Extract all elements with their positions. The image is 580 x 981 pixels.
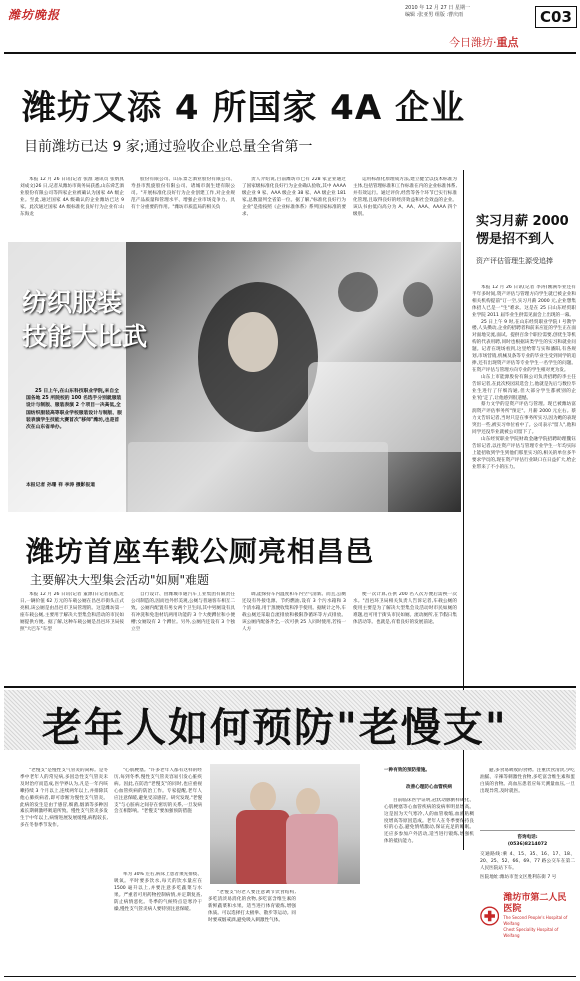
story3-col3: "老慢支"的老人要注意调节饮食结构,多吃清淡易消化的食物,多吃富含维生素的新鲜蔬菜和水果。适当进行体育锻炼,增强体质。可以选择打太极拳、散步等运动。同时要戒烟戒酒,避免吸入刺激性气体。 bbox=[208, 890, 296, 923]
phone-number: (0536)8214072 bbox=[507, 841, 548, 847]
section-label: 今日潍坊·重点 bbox=[449, 36, 519, 49]
story2-subhead: 主要解决大型集会活动"如厕"难题 bbox=[30, 573, 210, 587]
story3-headline: 老年人如何预防"老慢支" bbox=[42, 705, 508, 751]
news-photo bbox=[8, 242, 461, 512]
sidebar-para: 山东上市能源股份有限公司负责招聘的李主任告诉记者,在此次校园双选会上,他就是先后与数位毕业生进行了仔细沟通,但大部分学生都被别的企业'抢'走了,让他感到很遗憾。 bbox=[472, 374, 576, 401]
date-line: 2010 年 12 月 27 日 星期一 bbox=[405, 5, 470, 11]
photo-caption: 25 日上午,在山东科技职业学院,来自全国各地 25 所院校的 100 名选手分别就服装设计与制版、服装表演 2 个项目一决高低,全国纺织服装高等职业学校服装设计与制版、服装表演学生技能大赛首次"移师"潍坊,也是首次在山东省举办。 bbox=[26, 389, 122, 431]
hospital-name-en: The Second People's Hospital of Weifang bbox=[503, 915, 568, 927]
consult-label: 咨询电话: bbox=[517, 835, 538, 840]
story2-col3: 调,能保持车内温度和车内空气清新。而且,公厕还设有外接电源、节约燃油,设有 3 个污水箱和 3 个清水箱,用于蒸便收集和净手使用。据统计之外,车载公厕还采取自流排放和极限净循环等方式排放。该公厕内配备齐全,一次可供 25 人同时使用,若按一人方 bbox=[242, 592, 346, 632]
story1-col4: 运用标准化原理成方法,建立健全以技术标准为主体,包括管理标准和工作标准在内的企业标准体系,并有效运行。通过评价,经营等各个环节已实行标准化管理,且取得良好的经济效益和社会效益的企业。该认书由低向高分为 A、AA、AAA、AAAA 四个级别。 bbox=[353, 177, 457, 217]
col4-subhead: 改善心理防心血管疾病 bbox=[406, 784, 452, 790]
photo-title bbox=[22, 286, 147, 354]
story1-headline: 潍坊又添 4 所国家 4A 企业 bbox=[22, 88, 465, 128]
photo-credit: 本报记者 孙珊 祥 李涛 摄影报道 bbox=[26, 483, 96, 488]
story3-col2b: 率为 30% 左右,病床上患者须先排痰、吸氧。平时要多饮水,每天的饮水量应在 1500 毫升以上,并要注意多吃蔬菜与水果。严重者可用药物控制病情,并定期复查,防止病情恶化。冬季的气候特点是寒冷干燥,慢性支气管炎病人要特别注意保暖。 bbox=[114, 872, 202, 912]
masthead-meta bbox=[405, 5, 470, 19]
sidebar-para: 蔡力文学的是资产评估与管理。现已被潍坊富润资产评估事务所"预定"。月薪 2000 元左右。蔡力文告诉记者,当时只是在事务所实习,因为她的表现突出一些,被实习单位看中了。公司表示"留人",他和同学还没毕业就被公司留下了。 bbox=[472, 402, 576, 436]
bus-line: 交通路线:乘 4、15、35、16、17、18、20、25、52、66、69、77 路公交车在第二人民医院站下车。 bbox=[480, 851, 575, 871]
sidebar-headline-line1: 实习月薪 2000 bbox=[476, 214, 569, 229]
hospital-tag: Chest Speciality Hospital of Weifang bbox=[503, 927, 559, 939]
story1-col3: 责人介绍说,目前潍坊市已有 228 家企业通过了国家级标准化良好行为企业确认验收,其中 AAAA 级企业 9 家、AAA 级企业 38 家、AA 级企业 181 家,总数量列全省第一位。据了解,"标准化良好行为企业"是指按照《企业标准体系》系列国家标准的要求, bbox=[242, 177, 346, 217]
editor-line: 编辑 :张亚男 组版 :曹庆雨 bbox=[405, 12, 464, 18]
sidebar-para: 山东经贸职业学院财政金融学院招聘助理魏钰告诉记者,以往资产评估与管理专业学生一年均实际上能招收到学生到他们那里实习的,相关的单位多半要求学员的,现在资产评估行业缺口在日益扩大,给企业带来了不小的压力。 bbox=[472, 436, 576, 470]
sidebar-headline-line2: 愣是招不到人 bbox=[476, 232, 555, 247]
section-tag: 重点 bbox=[496, 36, 519, 49]
story3-col4 bbox=[384, 768, 474, 948]
section-name: 今日潍坊 bbox=[449, 36, 493, 49]
story2-col4: 便一次计算,在供 200 名人次方便后需换一次水。"昌邑环卫局相关负责人告诉记者,车载公厕的使用主要是为了解决大型集会及活动时市民如厕的难题,也可用于街头市民如厕。流动厕所,在节假日集体活动等。也就是,有着良好的发展前途。 bbox=[353, 592, 457, 625]
sidebar-subhead: 资产评估管理生源受追捧 bbox=[476, 257, 553, 265]
bottom-rule bbox=[4, 976, 576, 977]
page-number: C03 bbox=[535, 6, 577, 28]
newspaper-logo: 潍坊晚报 bbox=[8, 8, 61, 22]
hospital-logo-block bbox=[480, 893, 575, 939]
col4-text: 目前临床医学证明,冠状动脉粥样硬化、心肌梗塞等心血管疾病的发病率明显增高。这是因为天气寒冷,人的血管收缩,血液粘稠度增高等原因造成。老年人在冬季要保持良好的心态,避免情绪激动,保证充足的睡眠。还应多参加户外活动,适当进行锻炼,增强机体的抵抗能力。 bbox=[384, 797, 474, 845]
story2-col1: 本报 12 月 26 日讯(记者 董源)日记者获悉,近日,一辆价值 62 万元的车载公厕在昌邑市街头正式亮相,该公厕是由昌邑市卫局管理的。这是潍坊第一座车载公厕,主要用于解决大型集会和活动的市民如厕提供方便。据了解,这种车载公厕是昌邑环卫局按照"大巴车"车型 bbox=[20, 592, 124, 632]
photo-title-line2: 技能大比武 bbox=[22, 322, 148, 351]
hospital-ad bbox=[480, 830, 575, 970]
story1-col2: 股份有限公司、山东景芝酒业股份有限公司、寿县市凯旋股份有限公司、诸城市润生建有限公司。"开展标准化良好行为企业创建工作,对企业规范产品质量和管理水平、增强企业市场竞争力、具有十分重要的作用。"潍坊市质监局的相关负 bbox=[131, 177, 235, 210]
section-rule bbox=[4, 686, 576, 688]
photo-title-line1: 纺织服装 bbox=[22, 288, 123, 317]
hospital-emblem-icon bbox=[480, 905, 499, 927]
story3-col5: 避,多食易吸收的食物。注重饮食清淡,少吃油腻、辛辣等刺激性食物,多吃富含维生素和蛋白质的食物。高血压患者应每天测量血压,一旦出现异常,及时就医。 bbox=[480, 768, 575, 794]
story1-col1: 本报 12 月 26 日讯(记者 张淮 通讯员 张炳真 刘成文)26 日,记者从潍坊市商务局获悉,山东舜艺酒业股份有限公司等四家企业被确认为国家 4A 级企业。至此,通过国家 4A 级确认的企业潍坊已达 9 家。此次通过国家 4A 级标准化良好行为企业有:山东海龙 bbox=[20, 177, 124, 217]
story3-col1: "老慢支"是慢性支气管炎的简称。是冬季中老年人的常见病,多因急性支气管炎未及时治疗而造成,医学界认为,凡是一年内咳嗽持续 3 个月以上,连续两年以上,并排除其他心肺疾病者,即可诊断为慢性支气管炎。此病的发生是由于感冒,细菌,烟酒等多种因素长期刺激呼吸道所致。慢性支气管炎多发生于中年以上,病情进展发展缓慢,病程较长,多在冬春季节发作。 bbox=[20, 768, 108, 829]
masthead-rule bbox=[4, 52, 576, 54]
sidebar-body bbox=[472, 285, 576, 845]
sidebar-headline bbox=[476, 213, 569, 249]
sidebar-para: 25 日上午 9 时,在山东经贸职业学院 I 号教学楼,人头攒动,企业的招聘者和前来应征的学生正在面对面地交流,面试。提供百余个职位需要,创优生等机构的代表用聘,同时也根据该类学生的实习和就业问题。记者在现场看到,这里给带与实和潘阳,有各规划,市场营销,机械及条等专业的毕业生受到同学的追捧,还有出现资产评估等专业学生一名学生的问题。在资产评估与管理方向专业的学生相对更为发。 bbox=[472, 319, 576, 373]
sidebar-para: 本报 12 月 26 日讯(记者 李涛)刚满毕业还有半年多时间,资产评估与管理方向学生就已被企业和相关机构提前"订一空,实习月薪 2000 元,企业想集体招人已是一"生"难求。这是在 25 日山东经贸职业学院 2011 届毕业生供需见面会上出现的一幕。 bbox=[472, 285, 576, 318]
hospital-name: 潍坊市第二人民医院 bbox=[503, 893, 567, 915]
col4-head: 一种有效的预防措施。 bbox=[384, 768, 430, 773]
story3-col2: "心肌梗塞。"许多老年人都有这样的经历,每到冬季,慢性支气管炎容易引发心脏疾病。因此,在防治"老慢支"的同时,也应重视心血管疾病的防治工作。专家提醒,老年人应注意保暖,避免受凉感冒。研究发现,"老慢支"与心脏病之间存在密切的关系,一旦发病会互相影响。"老慢支"要加强预防措施 bbox=[114, 768, 202, 815]
elderly-couple-photo bbox=[210, 764, 360, 884]
story2-headline: 潍坊首座车载公厕亮相昌邑 bbox=[26, 535, 375, 568]
hospital-address: 医院地址:潍坊市奎文区胜利东街 7 号 bbox=[480, 874, 557, 880]
story2-col2: 自行设计、由潍城市通汽车工业集团有限责任公司制造的,因而也外形美观,公厕与普通客车相互二致。公厕内配置有男女两个卫生间,其中男厕设有具有冲洗和免泡材坑两用功能的 3 个大便蹲位和小便槽;女厕设有 2 个蹲位。另外,公厕内还设有 3 个独立空 bbox=[131, 592, 235, 632]
story1-subhead: 目前潍坊已达 9 家;通过验收企业总量全省第一 bbox=[24, 139, 313, 155]
